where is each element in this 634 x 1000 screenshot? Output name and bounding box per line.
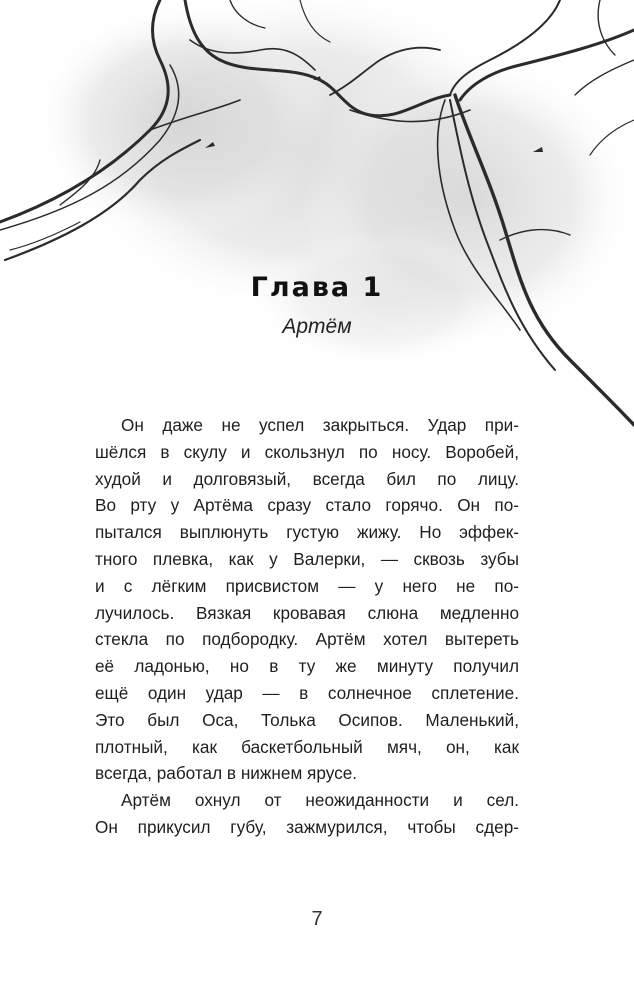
chapter-subtitle: Артём xyxy=(282,315,352,338)
text-line: Артём охнул от неожиданности и сел. xyxy=(121,790,519,811)
text-line: Он даже не успел закрыться. Удар при- xyxy=(121,415,519,435)
text-line: ещё один удар — в солнечное сплетение. xyxy=(95,682,519,703)
text-line: худой и долговязый, всегда бил по лицу. xyxy=(95,468,519,489)
tree-branches-illustration xyxy=(0,0,634,430)
text-line: Во рту у Артёма сразу стало горячо. Он по- xyxy=(95,495,519,516)
text-line: Это был Оса, Толька Осипов. Маленький, xyxy=(95,709,519,730)
text-line: пытался выплюнуть густую жижу. Но эффек- xyxy=(95,522,519,543)
chapter-body-text xyxy=(95,412,519,841)
page-number: 7 xyxy=(311,908,323,930)
text-line: тного плевка, как у Валерки, — сквозь зубы xyxy=(95,548,519,569)
text-line: стекла по подбородку. Артём хотел вытереть xyxy=(95,629,519,650)
text-line: всегда, работал в нижнем ярусе. xyxy=(95,763,358,784)
chapter-title: Глава 1 xyxy=(250,272,384,303)
text-line: и с лёгким присвистом — у него не по- xyxy=(95,575,519,596)
text-line: плотный, как баскетбольный мяч, он, как xyxy=(95,736,519,757)
chapter-heading xyxy=(0,268,634,340)
text-line: шёлся в скулу и скользнул по носу. Воробей, xyxy=(95,441,519,462)
text-line: Он прикусил губу, зажмурился, чтобы сдер- xyxy=(95,816,519,837)
text-line: лучилось. Вязкая кровавая слюна медленно xyxy=(95,602,519,623)
text-line: её ладонью, но в ту же минуту получил xyxy=(95,656,519,677)
